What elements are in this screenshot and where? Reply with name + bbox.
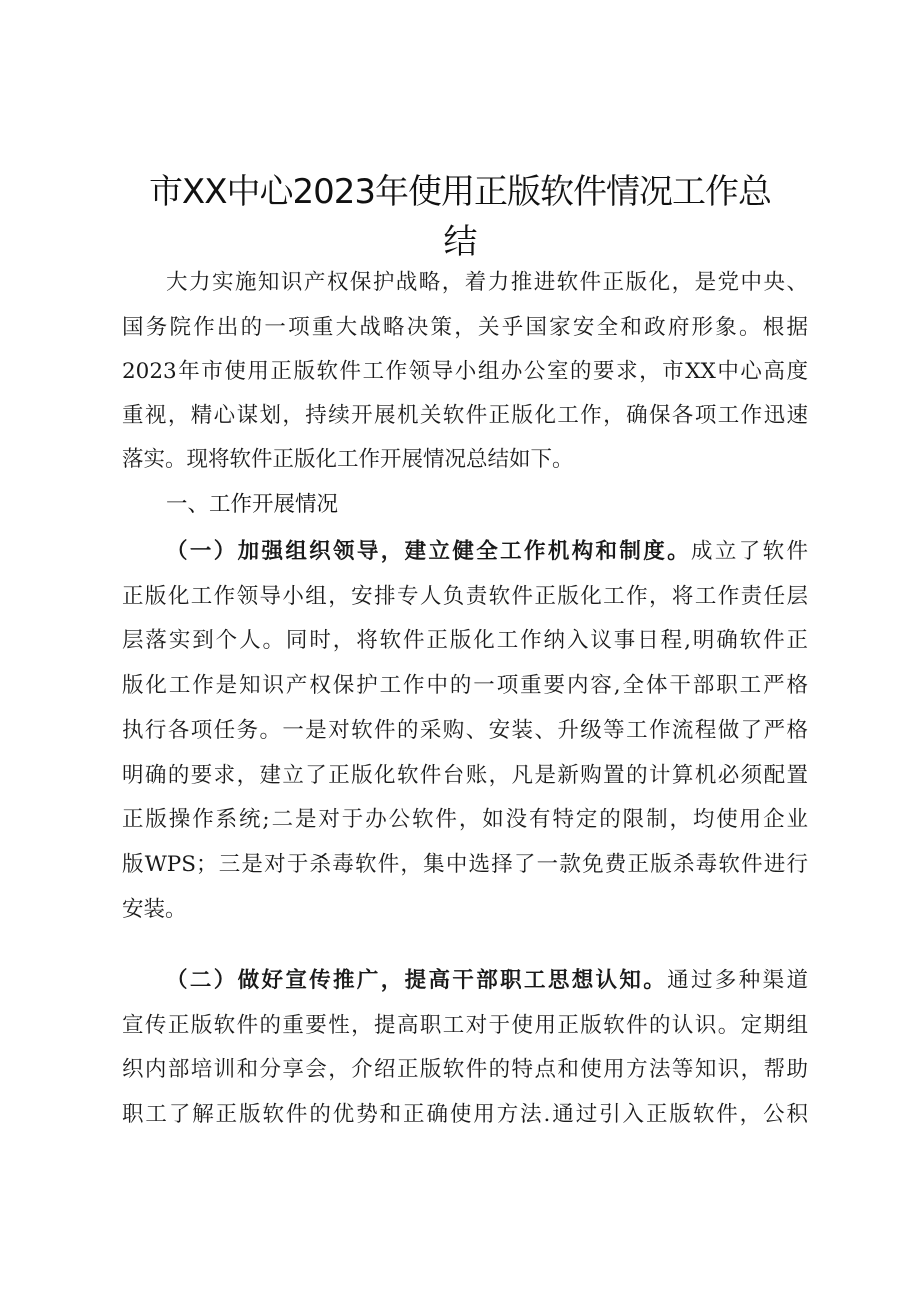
sub1-line-8: 版WPS；三是对于杀毒软件，集中选择了一款免费正版杀毒软件进行 (122, 852, 808, 877)
section-1-heading: 一、工作开展情况 (166, 492, 339, 517)
sub1-line-3: 层落实到个人。同时，将软件正版化工作纳入议事日程,明确软件正 (122, 628, 808, 653)
intro-line-4: 重视，精心谋划，持续开展机关软件正版化工作，确保各项工作迅速 (122, 403, 808, 428)
document-title-line-1: 市XX中心2023年使用正版软件情况工作总 (148, 172, 772, 212)
intro-line-2: 国务院作出的一项重大战略决策，关乎国家安全和政府形象。根据 (122, 315, 808, 340)
sub2-line-4: 职工了解正版软件的优势和正确使用方法.通过引入正版软件，公积 (122, 1102, 808, 1127)
sub1-line-2: 正版化工作领导小组，安排专人负责软件正版化工作，将工作责任层 (122, 584, 808, 609)
sub1-line-6: 明确的要求，建立了正版化软件台账，凡是新购置的计算机必须配置 (122, 763, 808, 788)
sub1-line-1 (166, 537, 808, 567)
sub1-line-9: 安装。 (122, 897, 187, 922)
intro-line-3: 2023年市使用正版软件工作领导小组办公室的要求，市XX中心高度 (122, 359, 808, 384)
sub1-line-1-rest: 成立了软件 (691, 539, 808, 564)
sub1-line-7: 正版操作系统;二是对于办公软件，如没有特定的限制，均使用企业 (122, 807, 808, 832)
sub2-bold-lead: （二）做好宣传推广，提高干部职工思想认知。 (166, 968, 668, 993)
sub2-line-1-rest: 通过多种渠道 (667, 968, 808, 993)
intro-line-1: 大力实施知识产权保护战略，着力推进软件正版化，是党中央、 (166, 270, 808, 295)
sub2-line-1 (166, 966, 808, 996)
sub1-line-4: 版化工作是知识产权保护工作中的一项重要内容,全体干部职工严格 (122, 673, 808, 698)
intro-line-5: 落实。现将软件正版化工作开展情况总结如下。 (122, 447, 574, 472)
sub2-line-2: 宣传正版软件的重要性，提高职工对于使用正版软件的认识。定期组 (122, 1013, 808, 1038)
sub2-line-3: 织内部培训和分享会，介绍正版软件的特点和使用方法等知识，帮助 (122, 1057, 808, 1082)
sub1-line-5: 执行各项任务。一是对软件的采购、安装、升级等工作流程做了严格 (122, 718, 808, 743)
document-title-line-2: 结 (443, 222, 477, 262)
sub1-bold-lead: （一）加强组织领导，建立健全工作机构和制度。 (166, 539, 692, 564)
